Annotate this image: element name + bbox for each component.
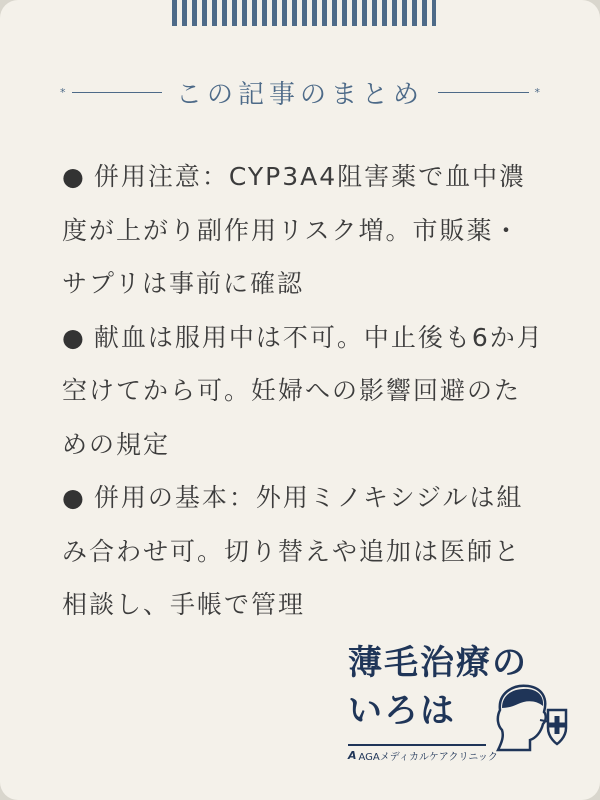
summary-item (62, 311, 546, 472)
bullet-icon: ● (62, 483, 86, 512)
ornament-star-right: * (534, 85, 541, 99)
doctor-head-shield-cross-icon (488, 680, 573, 755)
ornament-star-left: * (60, 85, 66, 99)
summary-item (62, 471, 546, 632)
summary-item (62, 150, 546, 311)
bullet-icon: ● (62, 322, 86, 352)
logo-title-line2: いろは (348, 691, 456, 731)
logo-divider (348, 744, 486, 746)
clinic-mark-icon: A (348, 749, 357, 762)
summary-list (62, 150, 546, 632)
clinic-name-text: AGAメディカルケアクリニック (358, 752, 498, 763)
summary-item-text: 併用注意：CYP3A4阻害薬で血中濃度が上がり副作用リスク増。市販薬・サプリは事前に確認 (62, 162, 527, 298)
summary-title: この記事のまとめ (176, 79, 425, 110)
summary-item-text: 併用の基本：外用ミノキシジルは組み合わせ可。切り替えや追加は医師と相談し、手帳で管理 (62, 483, 524, 619)
summary-item-text: 献血は服用中は不可。中止後も6か月空けてから可。妊婦への影響回避のための規定 (62, 322, 544, 459)
header-rule-left (72, 92, 163, 93)
top-stripe-decoration (172, 0, 436, 26)
brand-logo (348, 640, 578, 770)
summary-header (60, 74, 540, 110)
logo-title-line1: 薄毛治療の (348, 643, 528, 683)
clinic-name (348, 748, 498, 763)
bullet-icon: ● (62, 162, 86, 191)
header-rule-right (438, 92, 529, 93)
